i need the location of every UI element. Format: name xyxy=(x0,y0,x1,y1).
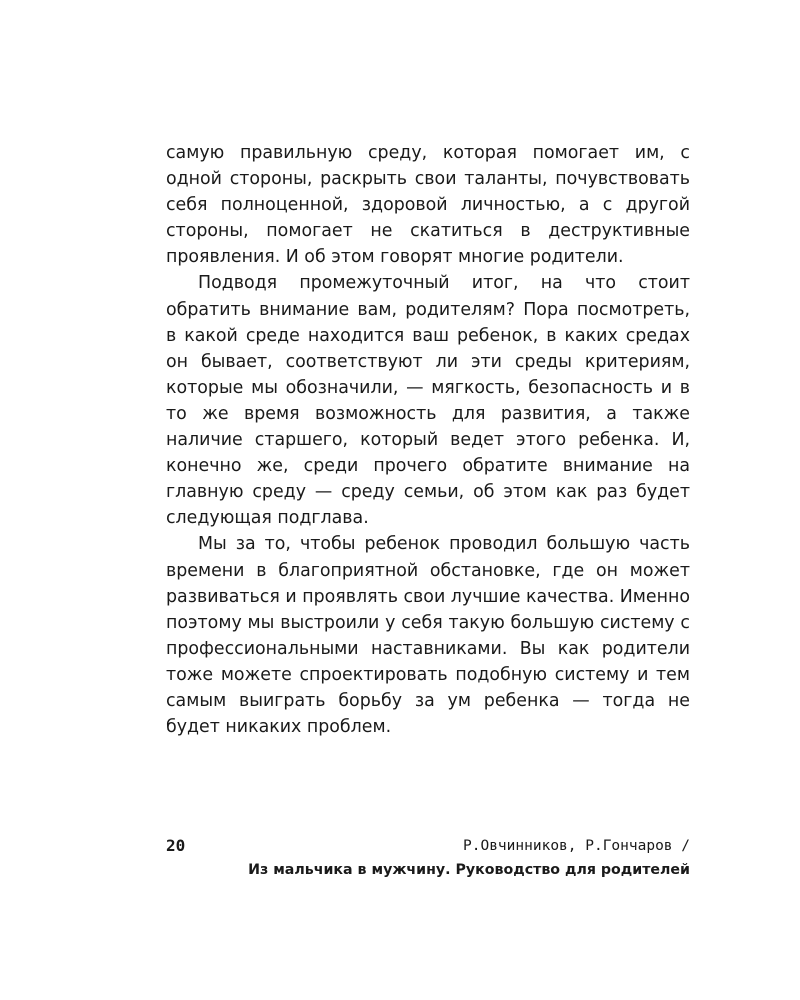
paragraph-1: самую правильную среду, которая помогает им, с одной стороны, раскрыть свои таланты, почувствовать себя полноценной, здоровой личностью, а с другой стороны, помогает не скатиться в деструктивные проявления. И об этом говорят многие родители. xyxy=(166,143,690,268)
page-number: 20 xyxy=(166,836,186,855)
paragraph-2: Подводя промежуточный итог, на что стоит обратить внимание вам, родителям? Пора посмотреть, в какой среде находится ваш ребенок, в каких средах он бывает, соответствуют ли эти среды критериям, которые мы обозначили, — мягкость, безопасность и в то же время возможность для развития, а также наличие старшего, который ведет этого ребенка. И, конечно же, среди прочего обратите внимание на главную среду — среду семьи, об этом как раз будет следующая подглава. xyxy=(166,273,690,529)
footer-book-title: Из мальчика в мужчину. Руководство для родителей xyxy=(248,862,690,878)
paragraph-3: Мы за то, чтобы ребенок проводил большую часть времени в благоприятной обстановке, где он может развиваться и проявлять свои лучшие качества. Именно поэтому мы выстроили у себя такую большую систему с профессиональными наставниками. Вы как родители тоже можете спроектировать подобную систему и тем самым выиграть борьбу за ум ребенка — тогда не будет никаких проблем. xyxy=(166,534,690,738)
footer-authors: Р.Овчинников, Р.Гончаров / xyxy=(463,838,690,854)
page-footer xyxy=(166,836,690,886)
body-text xyxy=(166,140,690,740)
